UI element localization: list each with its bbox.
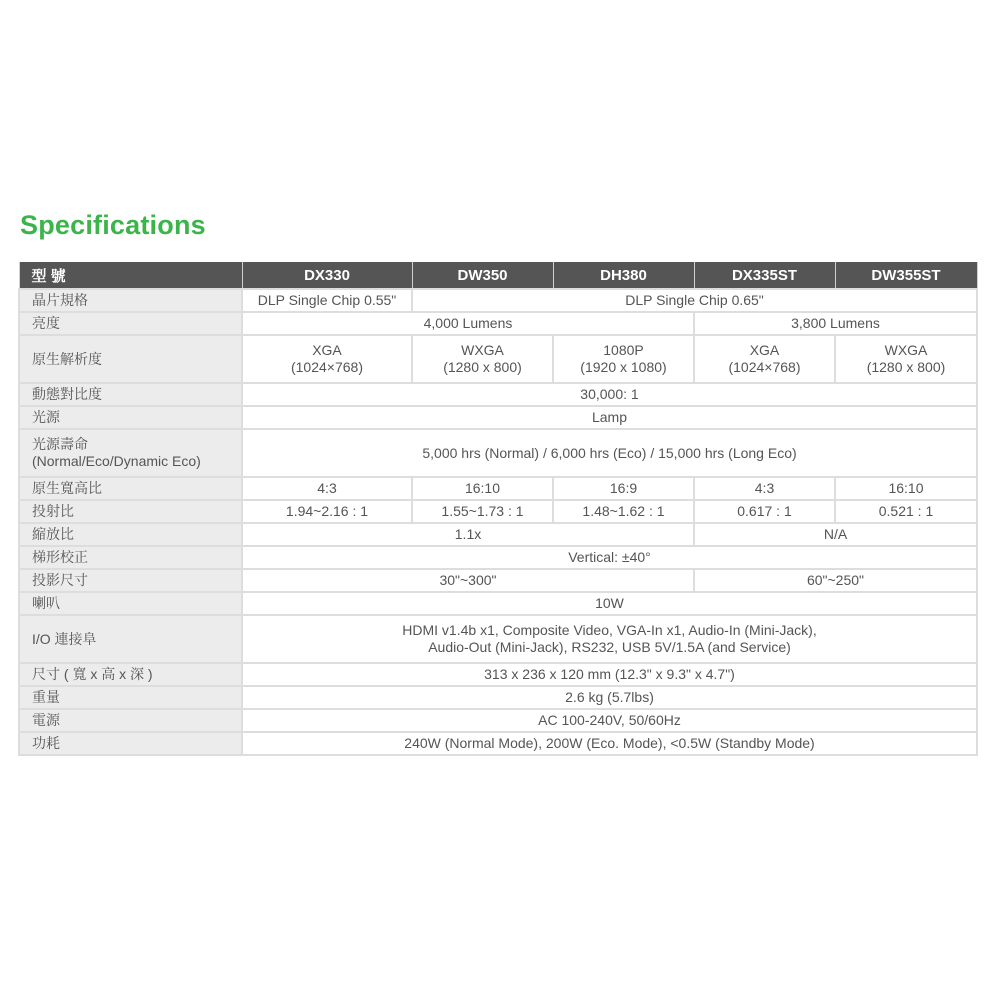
- row-label: 光源: [19, 406, 242, 429]
- row-label: 投射比: [19, 500, 242, 523]
- model-dw350: DW350: [412, 262, 553, 289]
- specifications-table: [18, 262, 978, 756]
- row-label: 喇叭: [19, 592, 242, 615]
- row-label: 電源: [19, 709, 242, 732]
- header-row: [19, 262, 977, 289]
- row-label: 原生寬高比: [19, 477, 242, 500]
- row-label: 尺寸 ( 寬 x 高 x 深 ): [19, 663, 242, 686]
- cell: 30"~300": [242, 569, 694, 592]
- io-line2: Audio-Out (Mini-Jack), RS232, USB 5V/1.5A (and Service): [428, 639, 791, 655]
- table-row-io: [19, 615, 977, 663]
- cell: 5,000 hrs (Normal) / 6,000 hrs (Eco) / 15,000 hrs (Long Eco): [242, 429, 977, 477]
- cell: 1.94~2.16 : 1: [242, 500, 412, 523]
- table-row-consumption: [19, 732, 977, 755]
- table-row-throw: [19, 500, 977, 523]
- cell: [553, 335, 694, 383]
- cell: 10W: [242, 592, 977, 615]
- res-detail: (1920 x 1080): [580, 359, 667, 375]
- cell: 30,000: 1: [242, 383, 977, 406]
- res-detail: (1024×768): [290, 359, 363, 375]
- cell: [412, 335, 553, 383]
- row-label: 動態對比度: [19, 383, 242, 406]
- row-label-line1: 光源壽命: [32, 436, 88, 452]
- table-row-image-size: [19, 569, 977, 592]
- row-label: 縮放比: [19, 523, 242, 546]
- cell: 4,000 Lumens: [242, 312, 694, 335]
- model-header-label: 型 號: [19, 262, 242, 289]
- table-row-weight: [19, 686, 977, 709]
- cell: 0.521 : 1: [835, 500, 977, 523]
- table-row-speaker: [19, 592, 977, 615]
- model-dh380: DH380: [553, 262, 694, 289]
- cell: [242, 615, 977, 663]
- cell: N/A: [694, 523, 977, 546]
- res-detail: (1280 x 800): [866, 359, 946, 375]
- res-name: 1080P: [603, 342, 644, 358]
- cell: 16:10: [412, 477, 553, 500]
- cell: 4:3: [242, 477, 412, 500]
- table-row-power: [19, 709, 977, 732]
- row-label: 投影尺寸: [19, 569, 242, 592]
- cell: Lamp: [242, 406, 977, 429]
- res-name: WXGA: [461, 342, 504, 358]
- model-dw355st: DW355ST: [835, 262, 977, 289]
- cell: 1.1x: [242, 523, 694, 546]
- row-label: [19, 429, 242, 477]
- cell: 3,800 Lumens: [694, 312, 977, 335]
- cell: 16:9: [553, 477, 694, 500]
- row-label: 重量: [19, 686, 242, 709]
- cell: [835, 335, 977, 383]
- row-label-line2: (Normal/Eco/Dynamic Eco): [32, 453, 201, 469]
- table-row-chip: [19, 289, 977, 312]
- table-row-contrast: [19, 383, 977, 406]
- res-detail: (1280 x 800): [443, 359, 522, 375]
- table-row-zoom: [19, 523, 977, 546]
- cell: 1.48~1.62 : 1: [553, 500, 694, 523]
- row-label: 亮度: [19, 312, 242, 335]
- res-name: XGA: [312, 342, 342, 358]
- cell: 1.55~1.73 : 1: [412, 500, 553, 523]
- cell: 0.617 : 1: [694, 500, 835, 523]
- page-title: Specifications: [20, 210, 206, 240]
- row-label: 晶片規格: [19, 289, 242, 312]
- cell: 16:10: [835, 477, 977, 500]
- cell: Vertical: ±40°: [242, 546, 977, 569]
- cell: 2.6 kg (5.7lbs): [242, 686, 977, 709]
- cell: DLP Single Chip 0.55": [242, 289, 412, 312]
- res-name: WXGA: [884, 342, 928, 358]
- row-label: 原生解析度: [19, 335, 242, 383]
- table-row-lamp-life: [19, 429, 977, 477]
- cell: 4:3: [694, 477, 835, 500]
- res-detail: (1024×768): [728, 359, 801, 375]
- cell: DLP Single Chip 0.65": [412, 289, 977, 312]
- table-row-keystone: [19, 546, 977, 569]
- row-label: 梯形校正: [19, 546, 242, 569]
- table-row-dimensions: [19, 663, 977, 686]
- row-label: I/O 連接阜: [19, 615, 242, 663]
- model-dx335st: DX335ST: [694, 262, 835, 289]
- cell: [694, 335, 835, 383]
- table-row-brightness: [19, 312, 977, 335]
- cell: 240W (Normal Mode), 200W (Eco. Mode), <0.5W (Standby Mode): [242, 732, 977, 755]
- cell: [242, 335, 412, 383]
- row-label: 功耗: [19, 732, 242, 755]
- cell: 60"~250": [694, 569, 977, 592]
- cell: AC 100-240V, 50/60Hz: [242, 709, 977, 732]
- table-row-resolution: [19, 335, 977, 383]
- table-row-aspect: [19, 477, 977, 500]
- res-name: XGA: [749, 342, 780, 358]
- io-line1: HDMI v1.4b x1, Composite Video, VGA-In x1, Audio-In (Mini-Jack),: [402, 622, 817, 638]
- model-dx330: DX330: [242, 262, 412, 289]
- table-row-light-source: [19, 406, 977, 429]
- cell: 313 x 236 x 120 mm (12.3" x 9.3" x 4.7"): [242, 663, 977, 686]
